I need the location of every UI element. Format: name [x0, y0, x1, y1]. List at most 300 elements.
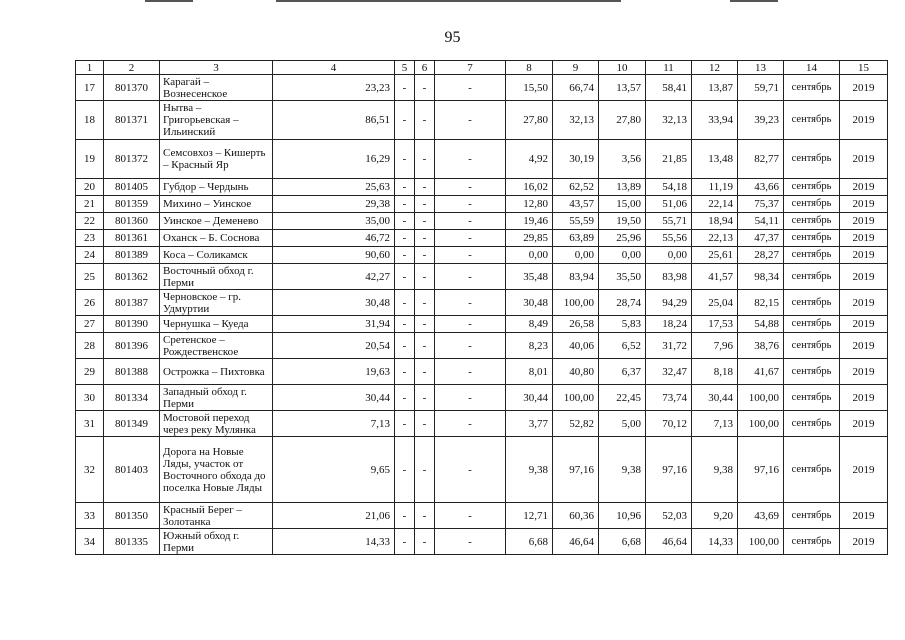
cell-c10: 9,38 [599, 437, 646, 503]
column-header: 3 [160, 61, 273, 75]
cell-c7: - [435, 333, 506, 359]
cell-c14: сентябрь [784, 437, 840, 503]
cell-c7: - [435, 529, 506, 555]
cell-c8: 35,48 [506, 264, 553, 290]
cell-c11: 18,24 [646, 316, 692, 333]
cell-c8: 30,48 [506, 290, 553, 316]
cell-c11: 94,29 [646, 290, 692, 316]
cell-c12: 9,20 [692, 503, 738, 529]
cell-name: Уинское – Деменево [160, 213, 273, 230]
cell-c15: 2019 [840, 213, 888, 230]
cell-c7: - [435, 290, 506, 316]
table-row [76, 316, 888, 333]
cell-c11: 21,85 [646, 140, 692, 179]
cell-c7: - [435, 503, 506, 529]
cell-c14: сентябрь [784, 101, 840, 140]
cell-no: 31 [76, 411, 104, 437]
cell-c13: 28,27 [738, 247, 784, 264]
cell-c4: 25,63 [273, 179, 395, 196]
top-rule-right [730, 0, 778, 2]
cell-c14: сентябрь [784, 230, 840, 247]
cell-c15: 2019 [840, 385, 888, 411]
cell-c4: 21,06 [273, 503, 395, 529]
cell-c15: 2019 [840, 437, 888, 503]
cell-c12: 25,61 [692, 247, 738, 264]
cell-c6: - [415, 247, 435, 264]
cell-c4: 16,29 [273, 140, 395, 179]
cell-c13: 98,34 [738, 264, 784, 290]
cell-name: Коса – Соликамск [160, 247, 273, 264]
cell-c11: 97,16 [646, 437, 692, 503]
cell-c5: - [395, 529, 415, 555]
cell-c6: - [415, 75, 435, 101]
cell-c13: 59,71 [738, 75, 784, 101]
table-row [76, 247, 888, 264]
cell-c14: сентябрь [784, 196, 840, 213]
cell-c12: 11,19 [692, 179, 738, 196]
cell-c11: 55,56 [646, 230, 692, 247]
cell-c13: 43,66 [738, 179, 784, 196]
table-row [76, 359, 888, 385]
cell-c13: 54,11 [738, 213, 784, 230]
cell-c13: 100,00 [738, 529, 784, 555]
cell-c9: 40,06 [553, 333, 599, 359]
cell-name: Оханск – Б. Соснова [160, 230, 273, 247]
cell-c6: - [415, 140, 435, 179]
header-row [76, 61, 888, 75]
cell-code: 801360 [104, 213, 160, 230]
cell-c15: 2019 [840, 411, 888, 437]
cell-no: 25 [76, 264, 104, 290]
cell-c6: - [415, 196, 435, 213]
cell-c7: - [435, 101, 506, 140]
cell-c6: - [415, 411, 435, 437]
cell-c4: 30,44 [273, 385, 395, 411]
cell-c13: 43,69 [738, 503, 784, 529]
cell-no: 27 [76, 316, 104, 333]
cell-c15: 2019 [840, 333, 888, 359]
cell-c13: 39,23 [738, 101, 784, 140]
cell-c6: - [415, 529, 435, 555]
cell-no: 32 [76, 437, 104, 503]
cell-code: 801372 [104, 140, 160, 179]
cell-no: 23 [76, 230, 104, 247]
table-row [76, 230, 888, 247]
cell-name: Дорога на Новые Ляды, участок от Восточного обхода до поселка Новые Ляды [160, 437, 273, 503]
cell-c7: - [435, 385, 506, 411]
cell-c5: - [395, 196, 415, 213]
cell-c8: 6,68 [506, 529, 553, 555]
table-row [76, 529, 888, 555]
cell-name: Мостовой переход через реку Мулянка [160, 411, 273, 437]
cell-c7: - [435, 316, 506, 333]
cell-c11: 32,13 [646, 101, 692, 140]
cell-code: 801387 [104, 290, 160, 316]
cell-no: 22 [76, 213, 104, 230]
cell-c5: - [395, 385, 415, 411]
cell-name: Западный обход г. Перми [160, 385, 273, 411]
cell-name: Михино – Уинское [160, 196, 273, 213]
cell-no: 17 [76, 75, 104, 101]
cell-c6: - [415, 213, 435, 230]
cell-c9: 97,16 [553, 437, 599, 503]
table-row [76, 179, 888, 196]
cell-c10: 10,96 [599, 503, 646, 529]
cell-c8: 16,02 [506, 179, 553, 196]
cell-c11: 52,03 [646, 503, 692, 529]
cell-name: Красный Берег – Золотанка [160, 503, 273, 529]
cell-c6: - [415, 333, 435, 359]
cell-c14: сентябрь [784, 316, 840, 333]
table-row [76, 75, 888, 101]
cell-c9: 46,64 [553, 529, 599, 555]
column-header: 8 [506, 61, 553, 75]
table-row [76, 503, 888, 529]
cell-c4: 19,63 [273, 359, 395, 385]
cell-c5: - [395, 264, 415, 290]
column-header: 15 [840, 61, 888, 75]
column-header: 4 [273, 61, 395, 75]
column-header: 13 [738, 61, 784, 75]
cell-c12: 18,94 [692, 213, 738, 230]
cell-c8: 0,00 [506, 247, 553, 264]
cell-no: 21 [76, 196, 104, 213]
column-header: 6 [415, 61, 435, 75]
cell-c10: 6,68 [599, 529, 646, 555]
cell-c7: - [435, 213, 506, 230]
cell-c13: 97,16 [738, 437, 784, 503]
road-data-table [75, 60, 888, 555]
cell-c10: 27,80 [599, 101, 646, 140]
cell-c13: 41,67 [738, 359, 784, 385]
table-row [76, 385, 888, 411]
cell-c12: 41,57 [692, 264, 738, 290]
table-row [76, 411, 888, 437]
cell-c14: сентябрь [784, 75, 840, 101]
cell-c14: сентябрь [784, 359, 840, 385]
cell-code: 801335 [104, 529, 160, 555]
cell-c9: 60,36 [553, 503, 599, 529]
cell-c13: 54,88 [738, 316, 784, 333]
cell-code: 801361 [104, 230, 160, 247]
cell-no: 28 [76, 333, 104, 359]
table-row [76, 213, 888, 230]
cell-c4: 30,48 [273, 290, 395, 316]
cell-c4: 20,54 [273, 333, 395, 359]
cell-name: Карагай – Вознесенское [160, 75, 273, 101]
cell-c11: 46,64 [646, 529, 692, 555]
cell-c6: - [415, 101, 435, 140]
cell-c14: сентябрь [784, 213, 840, 230]
cell-c11: 31,72 [646, 333, 692, 359]
cell-c9: 52,82 [553, 411, 599, 437]
cell-c15: 2019 [840, 140, 888, 179]
cell-c12: 25,04 [692, 290, 738, 316]
cell-c9: 43,57 [553, 196, 599, 213]
cell-c8: 12,71 [506, 503, 553, 529]
cell-c11: 32,47 [646, 359, 692, 385]
cell-no: 30 [76, 385, 104, 411]
cell-c8: 30,44 [506, 385, 553, 411]
cell-c14: сентябрь [784, 411, 840, 437]
cell-c14: сентябрь [784, 264, 840, 290]
cell-c5: - [395, 140, 415, 179]
cell-c15: 2019 [840, 264, 888, 290]
cell-code: 801334 [104, 385, 160, 411]
cell-c10: 19,50 [599, 213, 646, 230]
cell-c13: 75,37 [738, 196, 784, 213]
cell-code: 801390 [104, 316, 160, 333]
cell-c7: - [435, 140, 506, 179]
cell-c15: 2019 [840, 359, 888, 385]
table-row [76, 101, 888, 140]
cell-c4: 86,51 [273, 101, 395, 140]
cell-c8: 3,77 [506, 411, 553, 437]
cell-c14: сентябрь [784, 333, 840, 359]
cell-c12: 14,33 [692, 529, 738, 555]
cell-c5: - [395, 179, 415, 196]
table-row [76, 140, 888, 179]
cell-c10: 25,96 [599, 230, 646, 247]
column-header: 9 [553, 61, 599, 75]
cell-c4: 9,65 [273, 437, 395, 503]
cell-c10: 13,57 [599, 75, 646, 101]
cell-c6: - [415, 385, 435, 411]
cell-c8: 8,49 [506, 316, 553, 333]
cell-c7: - [435, 437, 506, 503]
cell-code: 801359 [104, 196, 160, 213]
cell-code: 801389 [104, 247, 160, 264]
cell-c7: - [435, 247, 506, 264]
cell-c12: 8,18 [692, 359, 738, 385]
cell-c9: 83,94 [553, 264, 599, 290]
cell-name: Восточный обход г. Перми [160, 264, 273, 290]
top-rule-left [145, 0, 193, 2]
cell-name: Черновское – гр. Удмуртии [160, 290, 273, 316]
cell-c5: - [395, 411, 415, 437]
column-header: 2 [104, 61, 160, 75]
cell-c7: - [435, 196, 506, 213]
cell-c10: 6,37 [599, 359, 646, 385]
cell-code: 801396 [104, 333, 160, 359]
cell-no: 26 [76, 290, 104, 316]
cell-c5: - [395, 101, 415, 140]
cell-c8: 15,50 [506, 75, 553, 101]
column-header: 7 [435, 61, 506, 75]
cell-c5: - [395, 290, 415, 316]
table-row [76, 333, 888, 359]
cell-c14: сентябрь [784, 290, 840, 316]
cell-c11: 0,00 [646, 247, 692, 264]
cell-c14: сентябрь [784, 385, 840, 411]
cell-c12: 22,13 [692, 230, 738, 247]
cell-c12: 13,87 [692, 75, 738, 101]
cell-c15: 2019 [840, 529, 888, 555]
cell-c5: - [395, 247, 415, 264]
cell-c12: 7,96 [692, 333, 738, 359]
cell-c13: 100,00 [738, 411, 784, 437]
cell-c6: - [415, 290, 435, 316]
cell-name: Острожка – Пихтовка [160, 359, 273, 385]
cell-c13: 47,37 [738, 230, 784, 247]
cell-c8: 4,92 [506, 140, 553, 179]
cell-c14: сентябрь [784, 179, 840, 196]
cell-code: 801362 [104, 264, 160, 290]
cell-c5: - [395, 230, 415, 247]
cell-c5: - [395, 213, 415, 230]
cell-c10: 22,45 [599, 385, 646, 411]
cell-c8: 27,80 [506, 101, 553, 140]
cell-c9: 100,00 [553, 290, 599, 316]
cell-name: Чернушка – Куеда [160, 316, 273, 333]
cell-c7: - [435, 75, 506, 101]
table-row [76, 437, 888, 503]
cell-c9: 100,00 [553, 385, 599, 411]
cell-c4: 23,23 [273, 75, 395, 101]
cell-c13: 38,76 [738, 333, 784, 359]
cell-c9: 30,19 [553, 140, 599, 179]
cell-no: 34 [76, 529, 104, 555]
cell-c6: - [415, 437, 435, 503]
cell-c12: 9,38 [692, 437, 738, 503]
cell-c10: 6,52 [599, 333, 646, 359]
cell-c4: 90,60 [273, 247, 395, 264]
cell-c6: - [415, 316, 435, 333]
cell-code: 801371 [104, 101, 160, 140]
cell-c11: 51,06 [646, 196, 692, 213]
cell-c8: 19,46 [506, 213, 553, 230]
column-header: 14 [784, 61, 840, 75]
cell-c15: 2019 [840, 247, 888, 264]
cell-c13: 82,15 [738, 290, 784, 316]
top-rule-center [276, 0, 621, 2]
cell-c5: - [395, 75, 415, 101]
cell-c4: 31,94 [273, 316, 395, 333]
cell-c6: - [415, 264, 435, 290]
cell-c7: - [435, 264, 506, 290]
page-number: 95 [444, 29, 461, 46]
table-row [76, 264, 888, 290]
cell-c12: 13,48 [692, 140, 738, 179]
cell-c9: 55,59 [553, 213, 599, 230]
cell-c11: 73,74 [646, 385, 692, 411]
cell-c10: 15,00 [599, 196, 646, 213]
cell-c13: 100,00 [738, 385, 784, 411]
cell-c6: - [415, 230, 435, 247]
cell-c15: 2019 [840, 503, 888, 529]
cell-c4: 29,38 [273, 196, 395, 213]
column-header: 10 [599, 61, 646, 75]
cell-c4: 46,72 [273, 230, 395, 247]
cell-c9: 66,74 [553, 75, 599, 101]
cell-name: Семсовхоз – Кишерть – Красный Яр [160, 140, 273, 179]
cell-c13: 82,77 [738, 140, 784, 179]
cell-c5: - [395, 316, 415, 333]
cell-no: 20 [76, 179, 104, 196]
cell-c10: 13,89 [599, 179, 646, 196]
cell-c10: 28,74 [599, 290, 646, 316]
cell-c10: 0,00 [599, 247, 646, 264]
cell-c12: 17,53 [692, 316, 738, 333]
cell-c15: 2019 [840, 290, 888, 316]
column-header: 11 [646, 61, 692, 75]
cell-c7: - [435, 411, 506, 437]
cell-no: 33 [76, 503, 104, 529]
cell-c4: 7,13 [273, 411, 395, 437]
table-row [76, 196, 888, 213]
cell-c10: 3,56 [599, 140, 646, 179]
cell-c8: 9,38 [506, 437, 553, 503]
cell-c14: сентябрь [784, 503, 840, 529]
cell-c15: 2019 [840, 230, 888, 247]
cell-no: 18 [76, 101, 104, 140]
column-header: 5 [395, 61, 415, 75]
table-row [76, 290, 888, 316]
column-header: 12 [692, 61, 738, 75]
cell-c15: 2019 [840, 196, 888, 213]
cell-c12: 22,14 [692, 196, 738, 213]
cell-c11: 55,71 [646, 213, 692, 230]
cell-c12: 30,44 [692, 385, 738, 411]
cell-c4: 35,00 [273, 213, 395, 230]
cell-c5: - [395, 503, 415, 529]
cell-c9: 0,00 [553, 247, 599, 264]
cell-code: 801388 [104, 359, 160, 385]
cell-no: 19 [76, 140, 104, 179]
cell-name: Южный обход г. Перми [160, 529, 273, 555]
cell-no: 29 [76, 359, 104, 385]
cell-c7: - [435, 359, 506, 385]
cell-code: 801370 [104, 75, 160, 101]
cell-c8: 8,23 [506, 333, 553, 359]
cell-c5: - [395, 359, 415, 385]
cell-c9: 26,58 [553, 316, 599, 333]
cell-c4: 42,27 [273, 264, 395, 290]
cell-c12: 33,94 [692, 101, 738, 140]
cell-c6: - [415, 179, 435, 196]
cell-c10: 35,50 [599, 264, 646, 290]
cell-c9: 40,80 [553, 359, 599, 385]
cell-name: Губдор – Чердынь [160, 179, 273, 196]
cell-c9: 32,13 [553, 101, 599, 140]
cell-c6: - [415, 503, 435, 529]
cell-c8: 29,85 [506, 230, 553, 247]
cell-c15: 2019 [840, 179, 888, 196]
cell-c12: 7,13 [692, 411, 738, 437]
cell-c14: сентябрь [784, 140, 840, 179]
cell-name: Нытва – Григорьевская – Ильинский [160, 101, 273, 140]
cell-c10: 5,83 [599, 316, 646, 333]
cell-code: 801403 [104, 437, 160, 503]
cell-c11: 70,12 [646, 411, 692, 437]
cell-code: 801405 [104, 179, 160, 196]
cell-code: 801349 [104, 411, 160, 437]
cell-c9: 63,89 [553, 230, 599, 247]
cell-c11: 54,18 [646, 179, 692, 196]
cell-c5: - [395, 333, 415, 359]
cell-c7: - [435, 230, 506, 247]
cell-c11: 58,41 [646, 75, 692, 101]
cell-c14: сентябрь [784, 247, 840, 264]
cell-c7: - [435, 179, 506, 196]
cell-c4: 14,33 [273, 529, 395, 555]
cell-code: 801350 [104, 503, 160, 529]
cell-c6: - [415, 359, 435, 385]
cell-c10: 5,00 [599, 411, 646, 437]
cell-no: 24 [76, 247, 104, 264]
cell-c15: 2019 [840, 75, 888, 101]
cell-c15: 2019 [840, 101, 888, 140]
